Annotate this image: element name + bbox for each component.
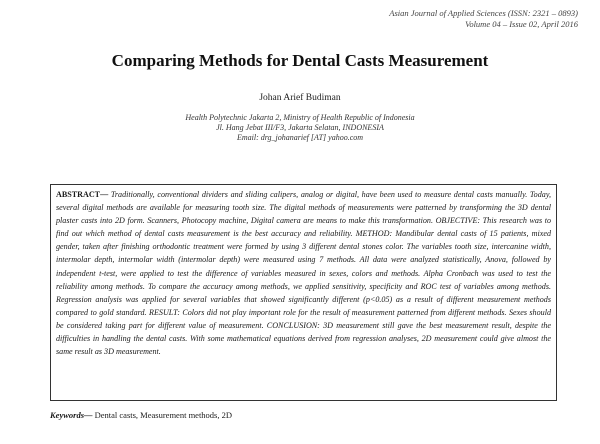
paper-title: Comparing Methods for Dental Casts Measurement (111, 51, 489, 70)
abstract-body: Traditionally, conventional dividers and sliding calipers, analog or digital, have been used to measure dental casts manually. Today, several digital methods are available for measuring tooth size. The digital methods of measurements were patterned by transforming the 3D dental plaster casts into 2D form. Scanners, Photocopy machine, Digital camera are means to make this transformation. OBJECTIVE: This research was to find out which method of dental casts measurement is the best accuracy and reliability. METHOD: Mandibular dental casts of 15 patients, mixed gender, taken after finishing orthodontic treatment were formed by using 3 different dental stones color. The variables tooth size, intercanine width, intermolar depth, intermolar width (intermolar depth) were measured using 7 methods. All data were analyzed statistically, Anova, followed by independent t-test, were applied to test the difference of variables measured in sexes, colors and methods. Alpha Cronbach was used to test the reliability among methods. To compare the accuracy among methods, we applied sensitivity, specificity and ROC test of variables among methods. Regression analysis was applied for several variables that showed significantly different (p<0.05) as a result of different measurement methods compared to gold standard. RESULT: Colors did not play important role for the result of measurement patterned from different methods. Sexes should be considered taking part for different value of measurement. CONCLUSION: 3D measurement still gave the best measurement result, despite the difficulties in handling the dental casts. With some mathematical equations derived from regression analyses, 2D measurement could give almost the same result as 3D measurement. (56, 190, 551, 357)
keywords-text: Dental casts, Measurement methods, 2D (92, 410, 233, 420)
keywords-label: Keywords— (50, 410, 93, 420)
journal-header (278, 8, 578, 30)
affiliation-address: Jl. Hang Jebat III/F3, Jakarta Selatan, INDONESIA (216, 123, 384, 132)
author-name: Johan Arief Budiman (259, 93, 341, 103)
keywords-line (50, 410, 557, 420)
abstract-label: ABSTRACT— (56, 190, 109, 199)
abstract-box (50, 184, 557, 401)
affiliation-institution: Health Polytechnic Jakarta 2, Ministry of Health Republic of Indonesia (185, 113, 415, 122)
abstract-paragraph (56, 188, 551, 358)
journal-issue: Volume 04 – Issue 02, April 2016 (465, 19, 578, 29)
affiliation-block (0, 113, 600, 143)
author-email: Email: drg_johanarief [AT] yahoo.com (236, 133, 364, 142)
journal-name: Asian Journal of Applied Sciences (ISSN: 2321 – 0893) (389, 8, 578, 18)
